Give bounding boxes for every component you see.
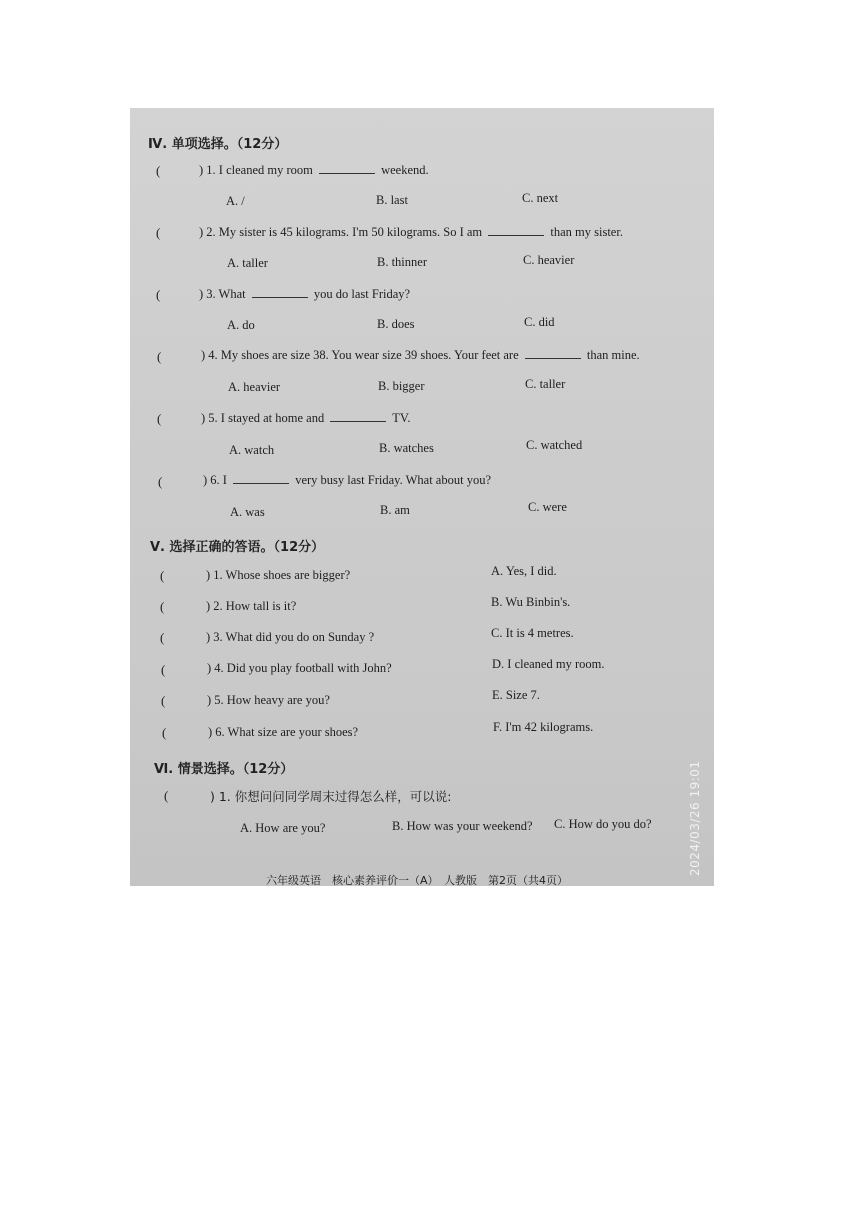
- answer-paren: (: [157, 349, 162, 364]
- option-c: C. were: [528, 500, 567, 514]
- answer-paren: (: [161, 662, 166, 677]
- question-text: ) 3. What: [199, 287, 246, 301]
- option-c: C. next: [522, 191, 559, 205]
- question-5-4: ) 4. Did you play football with John?: [207, 661, 392, 675]
- question-text-end: very busy last Friday. What about you?: [295, 473, 491, 487]
- answer-option-c: C. It is 4 metres.: [491, 626, 574, 640]
- option-c: C. heavier: [523, 253, 575, 267]
- answer-paren: (: [157, 411, 162, 426]
- answer-blank: [330, 412, 386, 422]
- answer-option-f: F. I'm 42 kilograms.: [493, 720, 594, 734]
- answer-blank: [252, 288, 308, 298]
- answer-paren: (: [162, 725, 167, 740]
- answer-paren: (: [160, 568, 165, 583]
- option-c: C. did: [524, 315, 555, 329]
- question-4-3: [199, 287, 410, 302]
- section-5-title: Ⅴ. 选择正确的答语。（12分）: [150, 540, 325, 555]
- option-b: B. watches: [379, 441, 434, 455]
- question-text-end: than my sister.: [550, 225, 623, 239]
- option-c: C. watched: [526, 438, 583, 452]
- answer-paren: (: [156, 163, 161, 178]
- question-text: ) 1. I cleaned my room: [199, 163, 313, 177]
- question-text: ) 6. I: [203, 473, 227, 487]
- question-text-end: TV.: [392, 411, 411, 425]
- question-5-1: ) 1. Whose shoes are bigger?: [206, 568, 351, 582]
- option-a: A. watch: [229, 443, 275, 457]
- photo-timestamp: 2024/03/26 19:01: [688, 760, 702, 876]
- answer-blank: [233, 474, 289, 484]
- answer-option-a: A. Yes, I did.: [491, 564, 557, 578]
- option-a: A. was: [230, 505, 265, 519]
- option-a: A. /: [226, 194, 245, 208]
- page-footer: 六年级英语 核心素养评价一（A） 人教版 第2页（共4页）: [266, 874, 569, 886]
- answer-paren: (: [161, 693, 166, 708]
- answer-blank: [525, 349, 581, 359]
- option-c: C. How do you do?: [554, 817, 652, 831]
- answer-paren: (: [158, 474, 163, 489]
- question-text-end: weekend.: [381, 163, 429, 177]
- question-5-6: ) 6. What size are your shoes?: [208, 725, 359, 739]
- question-5-5: ) 5. How heavy are you?: [207, 693, 330, 707]
- option-b: B. does: [377, 317, 415, 331]
- question-4-2: [199, 225, 623, 240]
- answer-paren: (: [164, 788, 169, 803]
- answer-blank: [319, 164, 375, 174]
- question-4-4: [201, 348, 640, 363]
- answer-option-d: D. I cleaned my room.: [492, 657, 605, 671]
- question-4-6: [203, 473, 491, 488]
- exam-page: [130, 108, 714, 886]
- question-text: ) 2. My sister is 45 kilograms. I'm 50 kilograms. So I am: [199, 225, 483, 239]
- option-b: B. thinner: [377, 255, 427, 269]
- question-text: ) 5. I stayed at home and: [201, 411, 325, 425]
- option-b: B. bigger: [378, 379, 425, 393]
- answer-paren: (: [156, 225, 161, 240]
- answer-paren: (: [160, 630, 165, 645]
- option-b: B. How was your weekend?: [392, 819, 533, 833]
- answer-option-b: B. Wu Binbin's.: [491, 595, 571, 609]
- option-b: B. last: [376, 193, 408, 207]
- answer-blank: [488, 226, 544, 236]
- question-4-5: [201, 411, 410, 426]
- question-text-end: you do last Friday?: [313, 287, 411, 301]
- option-c: C. taller: [525, 377, 566, 391]
- question-6-1: ) 1. 你想问问同学周末过得怎么样，可以说:: [210, 789, 452, 804]
- question-5-2: ) 2. How tall is it?: [206, 599, 297, 613]
- option-a: A. heavier: [228, 380, 281, 394]
- question-4-1: [199, 163, 429, 178]
- answer-paren: (: [160, 599, 165, 614]
- section-6-title: Ⅵ. 情景选择。（12分）: [154, 762, 294, 777]
- option-a: A. do: [227, 318, 255, 332]
- question-text-end: than mine.: [586, 348, 640, 362]
- option-a: A. taller: [227, 256, 268, 270]
- answer-paren: (: [156, 287, 161, 302]
- question-text: ) 4. My shoes are size 38. You wear size 39 shoes. Your feet are: [201, 348, 519, 362]
- question-5-3: ) 3. What did you do on Sunday ?: [206, 630, 375, 644]
- option-b: B. am: [380, 503, 410, 517]
- option-a: A. How are you?: [240, 821, 326, 835]
- section-4-title: Ⅳ. 单项选择。（12分）: [148, 137, 288, 152]
- answer-option-e: E. Size 7.: [492, 688, 540, 702]
